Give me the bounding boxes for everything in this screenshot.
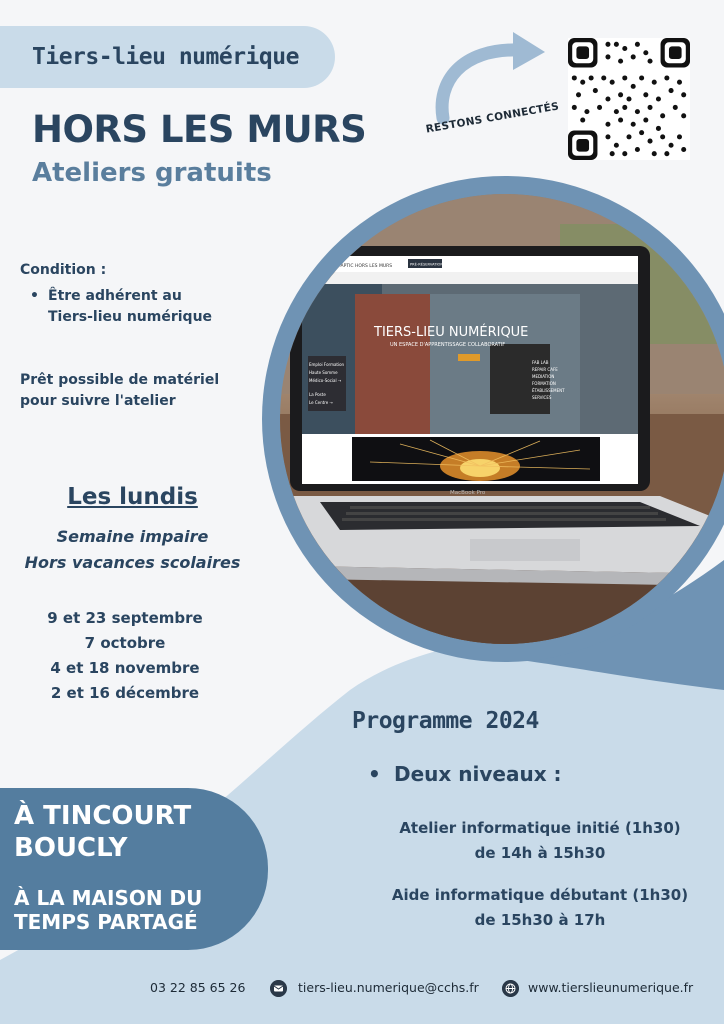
programme-levels-text: Deux niveaux :: [394, 762, 562, 786]
screen-sign-line: Le Centre →: [309, 400, 333, 405]
date-line: 2 et 16 décembre: [50, 684, 200, 702]
screen-menu-item: SERVICES: [532, 395, 552, 400]
condition-title: Condition :: [20, 262, 107, 278]
screen-tagline: UN ESPACE D'APPRENTISSAGE COLLABORATIF: [390, 342, 506, 348]
condition-line1: Être adhérent au: [48, 288, 182, 304]
screen-sign-line: La Poste: [309, 392, 326, 397]
level2: [380, 883, 700, 933]
footer-email[interactable]: tiers-lieu.numerique@cchs.fr: [298, 980, 479, 995]
schedule-week: [0, 524, 265, 576]
screen-sign-line: Médico-Social →: [309, 378, 342, 383]
date-line: 7 octobre: [84, 634, 166, 652]
city-line2: BOUCLY: [14, 833, 128, 863]
date-line: 9 et 23 septembre: [47, 609, 203, 627]
laptop-photo-frame: [262, 176, 724, 662]
main-title: HORS LES MURS: [32, 108, 367, 151]
globe-icon: [502, 980, 519, 997]
bullet-icon: •: [30, 288, 39, 304]
laptop-illustration: [280, 194, 724, 644]
screen-sign-line: Haute Somme: [309, 370, 338, 375]
envelope-icon: [270, 980, 287, 997]
header-tag: [0, 26, 335, 88]
qr-code-icon[interactable]: [568, 38, 690, 160]
screen-menu-item: FAB LAB: [532, 360, 549, 365]
date-line: 4 et 18 novembre: [50, 659, 200, 677]
bullet-icon: •: [368, 762, 381, 786]
level2-time: de 15h30 à 17h: [474, 911, 606, 929]
screen-nav-button: PRÉ-RÉSERVATION: [410, 262, 444, 267]
schedule-exception: Hors vacances scolaires: [24, 553, 241, 572]
level1: [380, 816, 700, 866]
level2-name: Aide informatique débutant (1h30): [391, 886, 689, 904]
schedule-day: Les lundis: [67, 484, 198, 510]
screen-sign-line: Emploi Formation: [309, 362, 345, 367]
screen-nav: • REPAIR CAFE APTIC HORS LES MURS: [306, 264, 393, 269]
screen-headline: TIERS-LIEU NUMÉRIQUE: [374, 325, 529, 340]
loan-line1: Prêt possible de matériel: [20, 372, 220, 388]
laptop-photo: [280, 194, 724, 644]
condition-line2: Tiers-lieu numérique: [48, 309, 213, 325]
venue-line2: TEMPS PARTAGÉ: [14, 910, 198, 934]
city-line1: À TINCOURT: [14, 801, 192, 831]
header-tag-text: Tiers-lieu numérique: [32, 44, 299, 70]
loan-note: [20, 370, 219, 412]
programme-title: Programme 2024: [352, 708, 539, 734]
screen-menu-item: ÉTABLISSEMENT: [532, 388, 565, 393]
programme-levels: [368, 762, 562, 786]
qr-caption: RESTONS CONNECTÉS: [424, 100, 561, 136]
footer-phone[interactable]: 03 22 85 65 26: [150, 980, 246, 995]
screen-menu-item: MEDIATION: [532, 374, 555, 379]
location-venue: [14, 886, 202, 934]
sub-title: Ateliers gratuits: [32, 158, 272, 188]
level1-time: de 14h à 15h30: [474, 844, 606, 862]
location-city: [14, 800, 191, 864]
screen-menu-item: REPAIR CAFE: [532, 367, 558, 372]
venue-line1: À LA MAISON DU: [14, 886, 203, 910]
footer-website[interactable]: www.tierslieunumerique.fr: [528, 980, 694, 995]
loan-line2: pour suivre l'atelier: [20, 393, 176, 409]
screen-menu-item: FORMATION: [532, 381, 556, 386]
condition-item: [30, 286, 212, 328]
schedule-week-text: Semaine impaire: [56, 527, 209, 546]
laptop-brand: MacBook Pro: [450, 490, 486, 496]
level1-name: Atelier informatique initié (1h30): [399, 819, 681, 837]
schedule-dates: [0, 606, 250, 706]
